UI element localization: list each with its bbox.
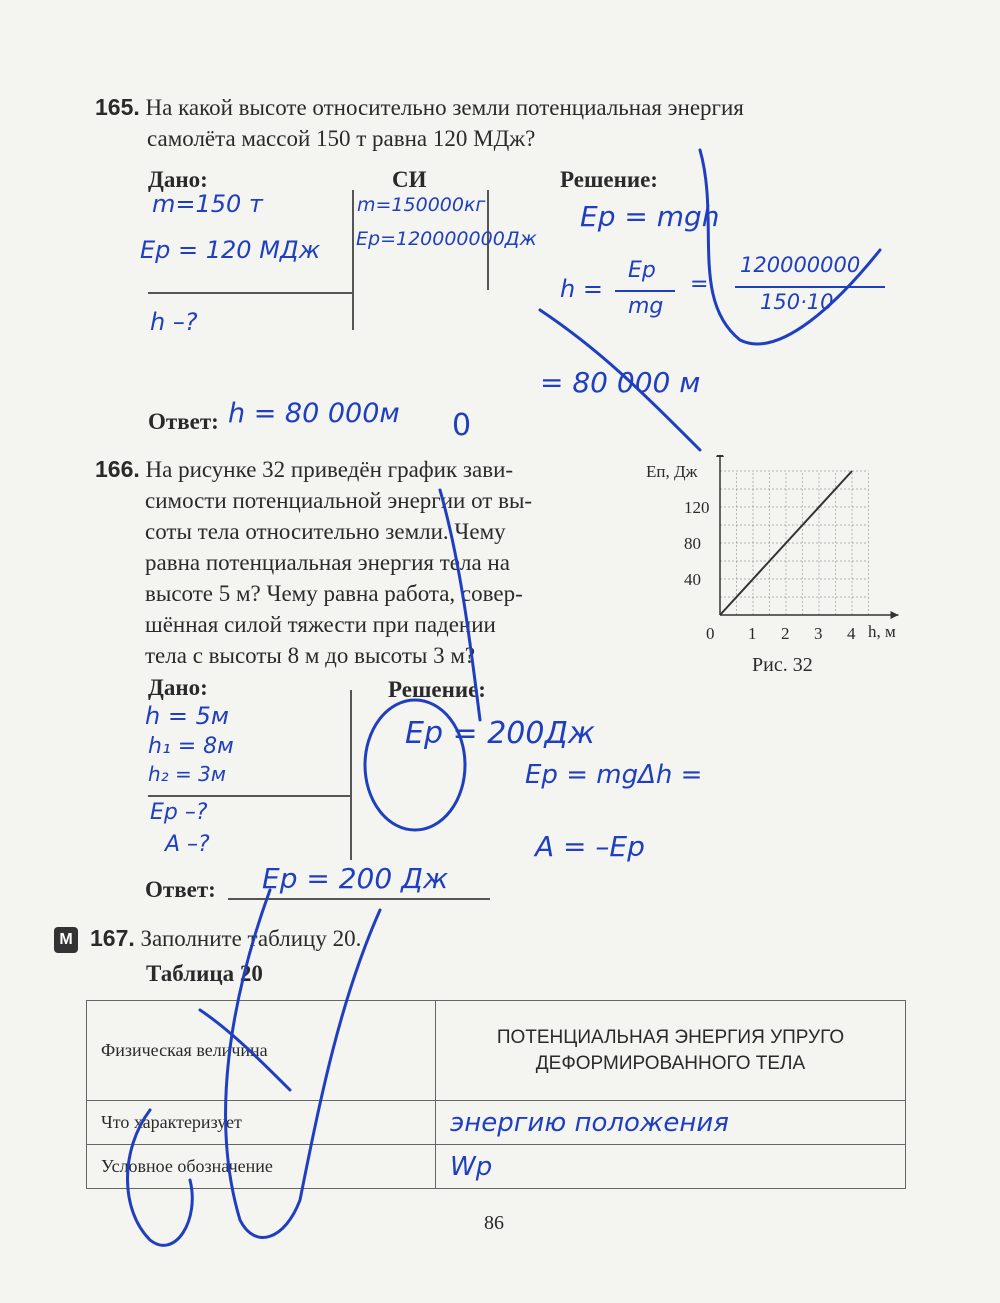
problem-165-answer-label: Ответ: (148, 409, 219, 434)
hw-165-answer: h = 80 000м (228, 398, 400, 429)
problem-166-number: 166. (95, 456, 140, 482)
hw-165-fraction-bar-2 (735, 286, 885, 288)
chart-x-tick-label: 0 (706, 624, 715, 643)
problem-165-number: 165. (95, 94, 140, 120)
chart-x-tick-label: 4 (847, 624, 856, 643)
table-cell-label: Что характеризует (87, 1101, 436, 1145)
chart-y-axis-label: Eп, Дж (646, 462, 698, 481)
hw-166-answer: Ep = 200 Дж (262, 862, 449, 895)
problem-165-text-line2: самолёта массой 150 т равна 120 МДж? (147, 126, 536, 151)
problem-167-marker (54, 927, 78, 953)
problem-166-line-1: На рисунке 32 приведён график зави- (145, 457, 514, 482)
hw-166-solution-2: Ep = mgΔh = (525, 760, 703, 790)
table-row (87, 1001, 906, 1101)
hw-166-given-3: h₂ = 3м (148, 762, 226, 786)
ink-stroke-165-a (700, 150, 880, 344)
problem-165-solution-label: Решение: (560, 167, 658, 192)
hw-165-h-lhs: h = (560, 275, 603, 303)
problem-166-solution-label: Решение: (388, 677, 486, 702)
problem-166-line-7: тела с высоты 8 м до высоты 3 м? (145, 643, 476, 668)
chart-grid (720, 471, 869, 615)
chart-y-tick-label: 80 (684, 534, 701, 553)
problem-165-si-label: СИ (392, 167, 427, 192)
hw-165-h-den2: 150·10 (760, 290, 834, 314)
hw-166-find-2: A –? (165, 832, 210, 857)
hw-166-given-2: h₁ = 8м (148, 734, 234, 759)
chart-y-tick-label: 40 (684, 570, 701, 589)
table-cell-handwritten: энергию положения (436, 1101, 906, 1145)
problem-166-line-5: высоте 5 м? Чему равна работа, совер- (145, 581, 523, 606)
hw-166-solution-1: Ep = 200Дж (405, 716, 595, 751)
hw-165-h-num2: 120000000 (740, 253, 861, 277)
table-row (87, 1101, 906, 1145)
problem-165-statement (95, 92, 925, 154)
hw-165-fraction-bar-1 (615, 290, 675, 292)
chart-y-axis-arrow (716, 455, 724, 457)
problem-167-text: Заполните таблицу 20. (140, 926, 362, 951)
chart-x-axis-arrow (891, 611, 899, 619)
chart-ticks (684, 498, 856, 643)
problem-165-text-line1: На какой высоте относительно земли потенциальная энергия (145, 95, 744, 120)
problem-166-line-2: симости потенциальной энергии от вы- (145, 488, 533, 513)
table-cell-header-value: ПОТЕНЦИАЛЬНАЯ ЭНЕРГИЯ УПРУГО ДЕФОРМИРОВАННОГО ТЕЛА (436, 1001, 906, 1101)
hw-166-given-1: h = 5м (145, 702, 229, 730)
chart-x-tick-label: 3 (814, 624, 823, 643)
problem-165-given-label: Дано: (148, 167, 208, 192)
hw-165-h-eq: = (690, 272, 709, 297)
page-number: 86 (484, 1212, 504, 1234)
table-row (87, 1145, 906, 1189)
problem-166-given-underline (148, 795, 350, 797)
hw-165-formula: Ep = mgh (580, 200, 720, 233)
table-cell-handwritten: Wp (436, 1145, 906, 1189)
problem-167-number: 167. (90, 925, 135, 951)
hw-165-given-mass: m=150 т (152, 190, 263, 218)
chart-x-tick-label: 2 (781, 624, 790, 643)
hw-166-find-1: Ep –? (150, 800, 208, 825)
hw-165-find: h –? (150, 308, 198, 336)
problem-166-line-4: равна потенциальная энергия тела на (145, 550, 510, 575)
table-20-title: Таблица 20 (146, 961, 263, 986)
figure-32-caption: Рис. 32 (752, 654, 813, 676)
table-20 (86, 1000, 906, 1189)
chart-x-axis-label: h, м (868, 622, 896, 641)
hw-165-mark: 0 (452, 408, 472, 443)
marker-letter: М (59, 931, 73, 948)
hw-165-si-energy: Ep=120000000Дж (356, 228, 537, 250)
problem-167-statement (90, 923, 361, 954)
problem-166-divider (350, 690, 352, 860)
problem-166-answer-line (228, 898, 490, 900)
problem-165-divider-1 (352, 190, 354, 330)
hw-166-solution-3: A = –Ep (535, 830, 645, 863)
problem-166-answer-label: Ответ: (145, 877, 216, 902)
hw-165-h-num: Ep (628, 258, 656, 283)
problem-166-given-label: Дано: (148, 675, 208, 700)
chart-axes (716, 455, 899, 619)
chart-y-tick-label: 120 (684, 498, 710, 517)
chart-x-tick-label: 1 (748, 624, 757, 643)
problem-166-line-6: шённая силой тяжести при падении (145, 612, 496, 637)
hw-165-h-den: mg (628, 294, 664, 319)
table-cell-label: Условное обозначение (87, 1145, 436, 1189)
problem-166-statement (95, 454, 635, 671)
hw-165-si-mass: m=150000кг (357, 194, 486, 216)
problem-165-given-underline (148, 292, 353, 294)
table-cell-label: Физическая величина (87, 1001, 436, 1101)
hw-165-result: = 80 000 м (540, 366, 701, 399)
problem-166-line-3: соты тела относительно земли. Чему (145, 519, 506, 544)
hw-165-given-energy: Ep = 120 МДж (140, 236, 321, 264)
